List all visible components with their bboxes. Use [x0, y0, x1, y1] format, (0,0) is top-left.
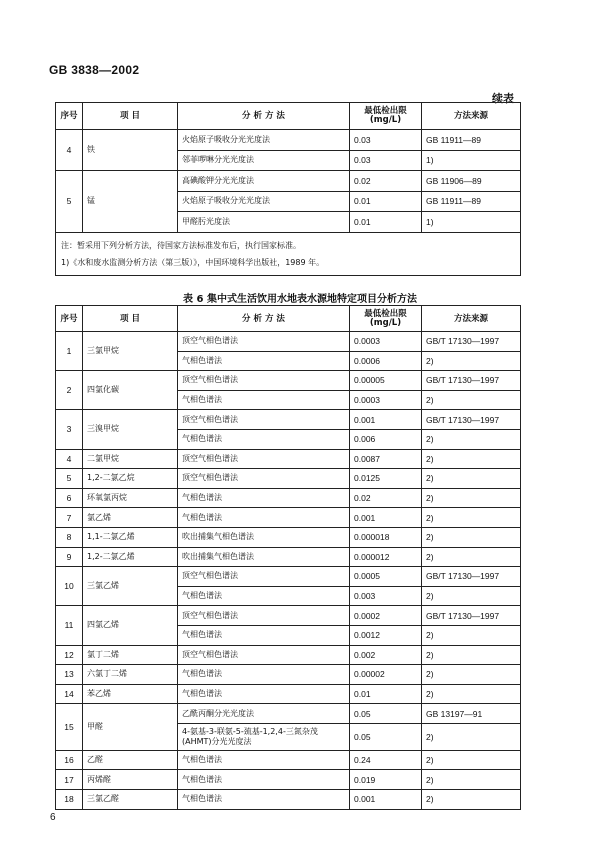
item-name: 氯乙烯	[83, 508, 178, 528]
method-cell: 顶空气相色谱法	[178, 567, 350, 587]
table-row	[56, 684, 521, 704]
method-cell: 顶空气相色谱法	[178, 449, 350, 469]
limit-cell: 0.03	[350, 130, 422, 151]
table-row	[56, 508, 521, 528]
limit-cell: 0.000012	[350, 547, 422, 567]
limit-cell: 0.00002	[350, 665, 422, 685]
method-cell: 气相色谱法	[178, 429, 350, 449]
method-cell: 火焰原子吸收分光光度法	[178, 130, 350, 151]
row-number: 6	[56, 488, 83, 508]
source-cell: 1)	[422, 212, 521, 233]
limit-cell: 0.01	[350, 684, 422, 704]
table-row	[56, 488, 521, 508]
row-number: 2	[56, 371, 83, 410]
col-header-source: 方法来源	[422, 306, 521, 332]
continued-table	[55, 102, 521, 276]
row-number: 1	[56, 332, 83, 371]
table6	[55, 305, 521, 810]
item-name: 锰	[83, 171, 178, 233]
source-cell: GB 13197—91	[422, 704, 521, 724]
notes-cell	[56, 232, 521, 275]
limit-cell: 0.0012	[350, 625, 422, 645]
source-cell: 2)	[422, 625, 521, 645]
row-number: 15	[56, 704, 83, 751]
source-cell: 2)	[422, 665, 521, 685]
method-cell: 顶空气相色谱法	[178, 469, 350, 489]
table-row	[56, 410, 521, 430]
source-cell: 2)	[422, 351, 521, 371]
item-name: 三氯甲烷	[83, 332, 178, 371]
source-cell: 2)	[422, 586, 521, 606]
item-name: 丙烯醛	[83, 770, 178, 790]
limit-cell: 0.0002	[350, 606, 422, 626]
row-number: 16	[56, 750, 83, 770]
item-name: 乙醛	[83, 750, 178, 770]
source-cell: 2)	[422, 770, 521, 790]
method-cell: 顶空气相色谱法	[178, 606, 350, 626]
limit-cell: 0.03	[350, 150, 422, 171]
source-cell: 1)	[422, 150, 521, 171]
method-cell: 气相色谱法	[178, 390, 350, 410]
table-row	[56, 567, 521, 587]
item-name: 1,1-二氯乙烯	[83, 527, 178, 547]
source-cell: 2)	[422, 750, 521, 770]
col-header-item: 项 目	[83, 306, 178, 332]
row-number: 14	[56, 684, 83, 704]
item-name: 四氯乙烯	[83, 606, 178, 645]
method-cell: 甲醛肟光度法	[178, 212, 350, 233]
source-cell: GB 11911—89	[422, 130, 521, 151]
method-cell: 气相色谱法	[178, 508, 350, 528]
limit-cell: 0.002	[350, 645, 422, 665]
method-cell: 吹出捕集气相色谱法	[178, 527, 350, 547]
source-cell: GB/T 17130—1997	[422, 332, 521, 352]
source-cell: 2)	[422, 684, 521, 704]
item-name: 甲醛	[83, 704, 178, 751]
row-number: 9	[56, 547, 83, 567]
limit-cell: 0.02	[350, 171, 422, 192]
table-row	[56, 332, 521, 352]
method-cell: 气相色谱法	[178, 488, 350, 508]
table-row	[56, 171, 521, 192]
row-number: 3	[56, 410, 83, 449]
method-cell: 气相色谱法	[178, 665, 350, 685]
source-cell: 2)	[422, 508, 521, 528]
method-cell: 气相色谱法	[178, 351, 350, 371]
method-cell: 4-氨基-3-联氨-5-巯基-1,2,4-三氮杂茂(AHMT)分光光度法	[178, 723, 350, 750]
col-header-limit: 最低检出限 (mg/L)	[350, 306, 422, 332]
method-cell: 顶空气相色谱法	[178, 410, 350, 430]
method-cell: 乙酰丙酮分光光度法	[178, 704, 350, 724]
col-header-no: 序号	[56, 306, 83, 332]
item-name: 三氯乙烯	[83, 567, 178, 606]
table-row	[56, 645, 521, 665]
col-header-method: 分 析 方 法	[178, 306, 350, 332]
method-cell: 气相色谱法	[178, 770, 350, 790]
limit-cell: 0.0003	[350, 390, 422, 410]
source-cell: 2)	[422, 488, 521, 508]
limit-cell: 0.003	[350, 586, 422, 606]
table-row	[56, 547, 521, 567]
table6-title: 表 6 集中式生活饮用水地表水源地特定项目分析方法	[183, 294, 417, 305]
source-cell: 2)	[422, 449, 521, 469]
limit-cell: 0.0125	[350, 469, 422, 489]
method-cell: 邻菲啰啉分光光度法	[178, 150, 350, 171]
limit-cell: 0.001	[350, 508, 422, 528]
table-row	[56, 790, 521, 810]
item-name: 1,2-二氯乙烷	[83, 469, 178, 489]
item-name: 四氯化碳	[83, 371, 178, 410]
limit-cell: 0.0005	[350, 567, 422, 587]
source-cell: GB/T 17130—1997	[422, 606, 521, 626]
method-cell: 顶空气相色谱法	[178, 645, 350, 665]
row-number: 7	[56, 508, 83, 528]
item-name: 三氯乙醛	[83, 790, 178, 810]
method-cell: 气相色谱法	[178, 625, 350, 645]
method-cell: 顶空气相色谱法	[178, 371, 350, 391]
row-number: 12	[56, 645, 83, 665]
continued-label: 续表	[492, 92, 514, 105]
limit-cell: 0.006	[350, 429, 422, 449]
row-number: 4	[56, 449, 83, 469]
table-row	[56, 665, 521, 685]
source-cell: 2)	[422, 645, 521, 665]
source-cell: GB 11906—89	[422, 171, 521, 192]
table-row	[56, 449, 521, 469]
item-name: 1,2-二氯乙烯	[83, 547, 178, 567]
limit-cell: 0.0003	[350, 332, 422, 352]
source-cell: 2)	[422, 790, 521, 810]
table-row	[56, 606, 521, 626]
limit-cell: 0.00005	[350, 371, 422, 391]
table-row	[56, 130, 521, 151]
col-header-source: 方法来源	[422, 103, 521, 130]
page-number: 6	[50, 812, 56, 823]
source-cell: GB/T 17130—1997	[422, 567, 521, 587]
item-name: 铁	[83, 130, 178, 171]
item-name: 氯丁二烯	[83, 645, 178, 665]
method-cell: 火焰原子吸收分光光度法	[178, 191, 350, 212]
source-cell: 2)	[422, 390, 521, 410]
source-cell: 2)	[422, 527, 521, 547]
limit-cell: 0.0087	[350, 449, 422, 469]
source-cell: 2)	[422, 723, 521, 750]
table-row	[56, 750, 521, 770]
item-name: 六氯丁二烯	[83, 665, 178, 685]
item-name: 苯乙烯	[83, 684, 178, 704]
row-number: 18	[56, 790, 83, 810]
row-number: 13	[56, 665, 83, 685]
col-header-limit: 最低检出限 (mg/L)	[350, 103, 422, 130]
col-header-method: 分 析 方 法	[178, 103, 350, 130]
notes-row	[56, 232, 521, 275]
limit-cell: 0.001	[350, 410, 422, 430]
method-cell: 气相色谱法	[178, 684, 350, 704]
item-name: 环氧氯丙烷	[83, 488, 178, 508]
row-number: 17	[56, 770, 83, 790]
method-cell: 气相色谱法	[178, 750, 350, 770]
limit-cell: 0.019	[350, 770, 422, 790]
row-number: 4	[56, 130, 83, 171]
table-row	[56, 371, 521, 391]
source-cell: 2)	[422, 469, 521, 489]
source-cell: GB 11911—89	[422, 191, 521, 212]
limit-cell: 0.01	[350, 212, 422, 233]
standard-code: GB 3838—2002	[49, 63, 140, 77]
limit-cell: 0.05	[350, 723, 422, 750]
source-cell: GB/T 17130—1997	[422, 371, 521, 391]
limit-cell: 0.05	[350, 704, 422, 724]
row-number: 8	[56, 527, 83, 547]
col-header-item: 项 目	[83, 103, 178, 130]
limit-cell: 0.0006	[350, 351, 422, 371]
limit-cell: 0.01	[350, 191, 422, 212]
limit-cell: 0.001	[350, 790, 422, 810]
table-row	[56, 527, 521, 547]
limit-cell: 0.02	[350, 488, 422, 508]
note-line: 1)《水和废水监测分析方法（第三版）》，中国环境科学出版社，1989 年。	[61, 257, 325, 267]
method-cell: 吹出捕集气相色谱法	[178, 547, 350, 567]
col-header-no: 序号	[56, 103, 83, 130]
method-cell: 高碘酸钾分光光度法	[178, 171, 350, 192]
row-number: 5	[56, 469, 83, 489]
source-cell: GB/T 17130—1997	[422, 410, 521, 430]
table-row	[56, 704, 521, 724]
item-name: 二氯甲烷	[83, 449, 178, 469]
header-row	[56, 103, 521, 130]
row-number: 11	[56, 606, 83, 645]
method-cell: 气相色谱法	[178, 790, 350, 810]
method-cell: 气相色谱法	[178, 586, 350, 606]
header-row	[56, 306, 521, 332]
note-line: 注：暂采用下列分析方法，待国家方法标准发布后，执行国家标准。	[61, 240, 301, 250]
table-row	[56, 770, 521, 790]
row-number: 10	[56, 567, 83, 606]
table-row	[56, 469, 521, 489]
row-number: 5	[56, 171, 83, 233]
limit-cell: 0.24	[350, 750, 422, 770]
item-name: 三溴甲烷	[83, 410, 178, 449]
source-cell: 2)	[422, 429, 521, 449]
source-cell: 2)	[422, 547, 521, 567]
limit-cell: 0.000018	[350, 527, 422, 547]
method-cell: 顶空气相色谱法	[178, 332, 350, 352]
